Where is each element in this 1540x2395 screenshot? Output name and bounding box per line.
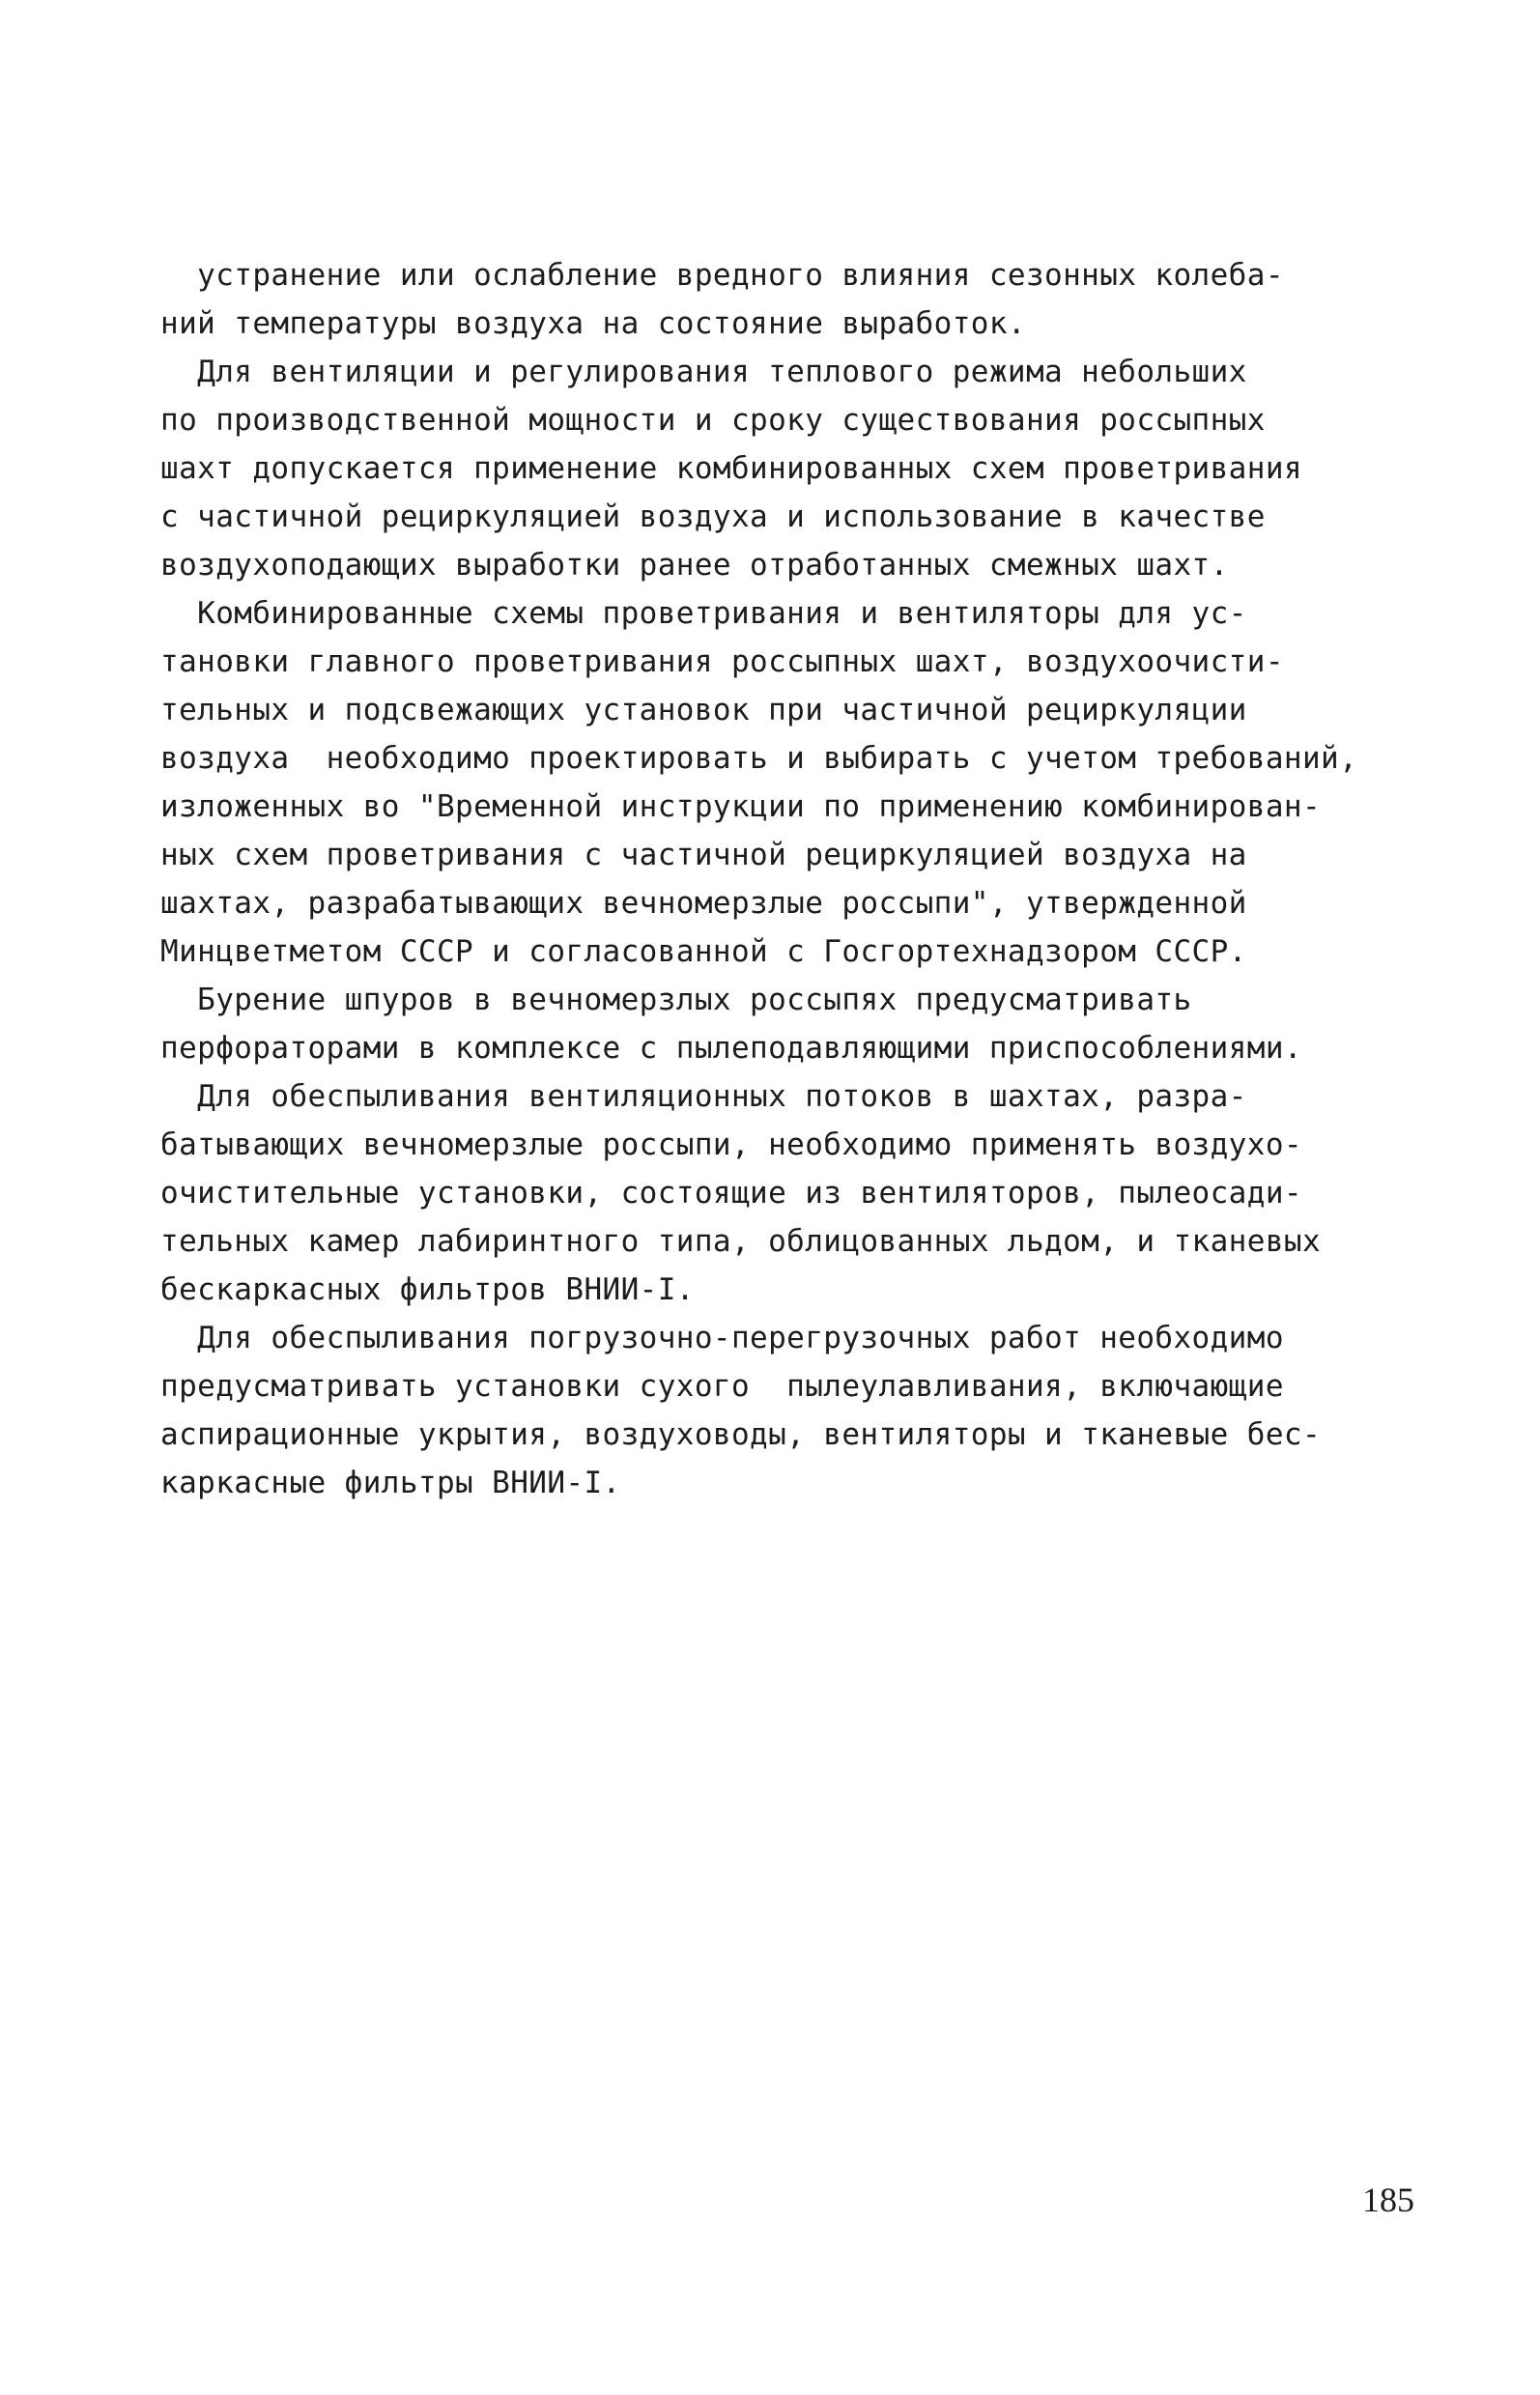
text-line: изложенных во "Временной инструкции по применению комбинирован- bbox=[160, 789, 1322, 824]
text-line: перфораторами в комплексе с пылеподавляющими приспособлениями. bbox=[160, 1031, 1302, 1066]
text-line: предусматривать установки сухого пылеулавливания, включающие bbox=[160, 1369, 1284, 1404]
body-text bbox=[160, 251, 1416, 1507]
text-line: с частичной рециркуляцией воздуха и использование в качестве bbox=[160, 499, 1266, 534]
text-line: по производственной мощности и сроку существования россыпных bbox=[160, 403, 1266, 438]
text-line: аспирационные укрытия, воздуховоды, вентиляторы и тканевые бес- bbox=[160, 1417, 1322, 1452]
text-line: ний температуры воздуха на состояние выработок. bbox=[160, 306, 1026, 341]
text-line: шахтах, разрабатывающих вечномерзлые россыпи", утвержденной bbox=[160, 886, 1247, 921]
text-line: Бурение шпуров в вечномерзлых россыпях предусматривать bbox=[160, 983, 1192, 1017]
text-line: бескаркасных фильтров ВНИИ-I. bbox=[160, 1272, 695, 1307]
text-line: батывающих вечномерзлые россыпи, необходимо применять воздухо- bbox=[160, 1127, 1302, 1162]
text-line: Для обеспыливания вентиляционных потоков в шахтах, разра- bbox=[160, 1079, 1247, 1114]
text-line: Минцветметом СССР и согласованной с Госгортехнадзором СССР. bbox=[160, 934, 1247, 969]
text-line: Для вентиляции и регулирования теплового режима небольших bbox=[160, 355, 1247, 389]
page-number: 185 bbox=[1362, 2181, 1414, 2219]
text-line: очистительные установки, состоящие из вентиляторов, пылеосади- bbox=[160, 1176, 1302, 1211]
text-line: воздуха необходимо проектировать и выбирать с учетом требований, bbox=[160, 741, 1358, 776]
text-line: тельных и подсвежающих установок при частичной рециркуляции bbox=[160, 693, 1247, 727]
text-line: Комбинированные схемы проветривания и вентиляторы для ус- bbox=[160, 596, 1247, 631]
text-line: ных схем проветривания с частичной рециркуляцией воздуха на bbox=[160, 838, 1247, 872]
text-line: тановки главного проветривания россыпных шахт, воздухоочисти- bbox=[160, 644, 1284, 679]
text-line: тельных камер лабиринтного типа, облицованных льдом, и тканевых bbox=[160, 1224, 1322, 1259]
text-line: шахт допускается применение комбинированных схем проветривания bbox=[160, 451, 1302, 486]
text-line: Для обеспыливания погрузочно-перегрузочных работ необходимо bbox=[160, 1321, 1284, 1355]
text-line: воздухоподающих выработки ранее отработанных смежных шахт. bbox=[160, 548, 1229, 583]
text-line: каркасные фильтры ВНИИ-I. bbox=[160, 1466, 621, 1500]
text-line: устранение или ослабление вредного влияния сезонных колеба- bbox=[160, 258, 1284, 293]
